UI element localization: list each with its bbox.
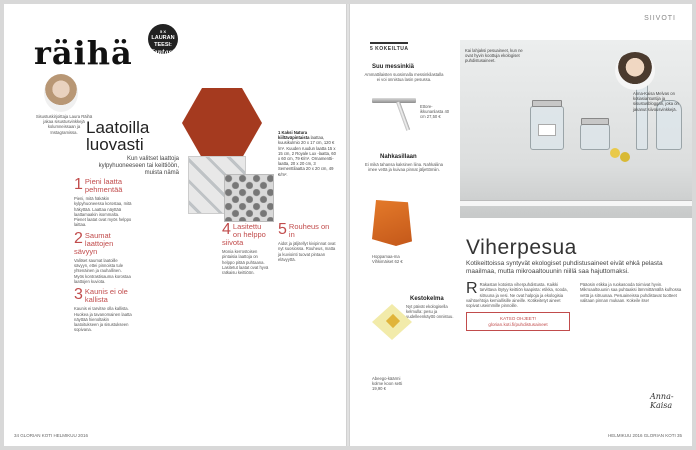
- product-desc: Ei mikä tahansa kaksinen liina. Nahkaliina imee vettä ja kuivaa pinnat jäljettömiin.: [365, 162, 443, 172]
- badge-line3: TEESI:: [154, 42, 172, 48]
- body-column-1: [466, 282, 570, 335]
- tip-number: 3: [74, 286, 83, 304]
- product-desc: Ammattilaisten suosimalla messinkilastalla ei voi onnistua lasin pesussa.: [364, 72, 444, 82]
- product-name: Kestokelma: [410, 296, 444, 302]
- article-title: Laatoilla luovasti: [86, 118, 150, 154]
- product-price: Hoppamaa-ma Vihkimäiset 62 €: [372, 254, 403, 264]
- product-name: Suu messinkiä: [372, 64, 415, 70]
- author-signature: Anna-Kaisa: [650, 392, 674, 410]
- tip-item: [222, 223, 270, 275]
- badge-script: fantast: [151, 49, 175, 56]
- product-price: Ettore-ikkunanlasta 40 cm 27,50 €: [420, 104, 450, 119]
- author-blurb: Sisustuskirjoittaja Laura Räihä jakaa sisustusvinkkejä kolumneissaan ja Instagramissa.: [35, 114, 93, 135]
- cloth-image: [372, 200, 412, 246]
- squeegee-blade: [372, 98, 416, 103]
- section-label: SIIVOTI: [644, 15, 676, 22]
- hero-intro: Kai lahjaksi pesuaineet, kun ne ovat hyvin koottuja ekologiset puhdistusaineet.: [465, 48, 523, 64]
- tip-item: [74, 288, 132, 332]
- lemon: [620, 152, 630, 162]
- tip-text: Kaunis ei tarvitse olla kallista. Huokea ja tavanomainen laatta näyttää hienoltakin laatoitukseen ja sisustukseen sopivana.: [74, 306, 132, 333]
- author-avatar: [44, 74, 78, 112]
- tip-item: [74, 229, 132, 284]
- author-avatar: [615, 52, 655, 90]
- tip-item: [278, 223, 336, 262]
- tip-number: 5: [278, 221, 287, 238]
- body-text: Rakastan kotoista viherpuhdistusta. Kaikki tarvittava löytyy keittiön kaapista: etikka, sooda, sitruuna ja vesi. Ne ovat halpoja ja ekologisia vaihtoehtoja kemiallisille aineille. Kotikeitetyt aineet sopivat useimmille pinnoille.: [466, 282, 568, 309]
- hexagon-tile-image: [182, 88, 262, 158]
- tip-number: 4: [222, 221, 231, 238]
- author-blurb: Anna-Kaisa Melvas on kotiasiantuntija ja sisustusbloggari, joka on jakanut siivousvinkkejä.: [633, 91, 679, 112]
- product-desc: Nyt päivät ekologisella kelmulla: pesu ja uudelleenkäyttö onnistuu.: [406, 304, 454, 319]
- tips-column-1: [74, 174, 132, 333]
- jar-label: [538, 124, 556, 136]
- page-folio: HELMIKUU 2016 GLORIAN KOTI 35: [607, 433, 682, 438]
- tip-text: Monia kerrostoisen pintaisia laattoja on helppo pitää puhtaana. Lasitetut laatat ovat hyvä ratkaisu keittiöön.: [222, 249, 269, 276]
- tips-column-3: [222, 219, 270, 275]
- tip-text: Pieni, mitä häkäkin kylpyhuoneessa korostaa, mitä häkyttää. Laattaa näyttää laattamaakin isommalta. Pienet laatat ovat myös helppo laittaa.: [74, 196, 132, 228]
- tips-column-4: [278, 219, 336, 262]
- tip-title: Pieni laatta pehmentää: [84, 177, 123, 194]
- jar-lid: [532, 100, 562, 107]
- tile-caption: [278, 130, 336, 177]
- cement-tile-image: [224, 174, 274, 222]
- product-name: Nahkasillaan: [380, 154, 417, 160]
- tile-caption-lead: 1 Kaksi Natura kiiltäväpintaista: [278, 130, 310, 141]
- tip-text: Aidot ja jäljitellyt kivipinnat ovat nyt suosiossa. Rouheus, matta ja kuviointi tuovat pintaan elävyyttä.: [278, 241, 336, 262]
- tip-text: Valitset saumat laatoille sävyyn, ettei pinnoista tule yhtenäinen ja rauhallinen. Myös kontrastisauma korostaa laattojen kuviota.: [74, 257, 131, 284]
- product-price: Abeego-käärmi kolme koon setti 19,90 €: [372, 376, 403, 391]
- right-page: [350, 4, 692, 446]
- article-lede: Kun valitset laattoja kylpyhuoneeseen tai keittiöön, muista nämä: [98, 156, 179, 176]
- badge-line1: 5 X: [159, 29, 166, 34]
- tip-title: Lasitettu on helppo siivota: [222, 222, 266, 247]
- tips-badge: [148, 24, 178, 54]
- article-title: Viherpesua: [466, 236, 577, 259]
- tip-item: [74, 178, 132, 228]
- tip-title: Saumat laattojen sävyyn: [74, 230, 114, 256]
- left-page: [4, 4, 346, 446]
- jar: [580, 124, 610, 150]
- pullquote: KATSO OHJEET! glorian.koti.fi/puhdistusaineet: [466, 312, 570, 331]
- kokeiltua-header: 5 KOKEILTUA: [370, 42, 408, 52]
- badge-line2: LAURAN: [151, 35, 175, 41]
- section-title: räihä: [34, 34, 133, 72]
- squeegee-handle: [396, 101, 410, 131]
- lemon: [610, 148, 620, 158]
- article-lede: Kotikeittoissa syntyvät ekologiset puhdistusaineet eivät ehkä pelasta maailmaa, mutta mikroaaltouunin niillä saa hajuttomaksi.: [466, 260, 663, 275]
- body-column-2: Pääosin etikka ja ruokasooda toimivat hyvin. Mikroaaltouunin saa puhtaaksi lämmittämällä kulhossa vettä ja sitruunaa. Pesuaineissa puhdistavat tuotteet valitaan pinnan mukaan. Kokeile itse!: [580, 282, 682, 303]
- drop-cap: R: [466, 280, 478, 297]
- tile-caption-text: laattaa, kuusikulmio 20 x 17 cm, 120 € /m². Kuuden ruudun laatta 15 x 15 cm, 2 Royale Lux -laatta, 60 x 60 cm, 79 €/m². Ornamentti-laatta, 20 x 20 cm, 3 Sementtilaatta 20 x 20 cm, 49 €/m².: [278, 135, 336, 177]
- hero-photo: [460, 40, 692, 218]
- squeegee-image: [372, 94, 416, 134]
- tip-number: 2: [74, 229, 83, 247]
- shelf: [460, 200, 692, 206]
- tip-title: Kaunis ei ole kallista: [84, 287, 128, 305]
- tip-title: Rouheus on in: [288, 222, 330, 239]
- page-folio: 34 GLORIAN KOTI HELMIKUU 2016: [14, 433, 89, 438]
- jar-lid: [581, 118, 609, 125]
- tip-number: 1: [74, 176, 83, 193]
